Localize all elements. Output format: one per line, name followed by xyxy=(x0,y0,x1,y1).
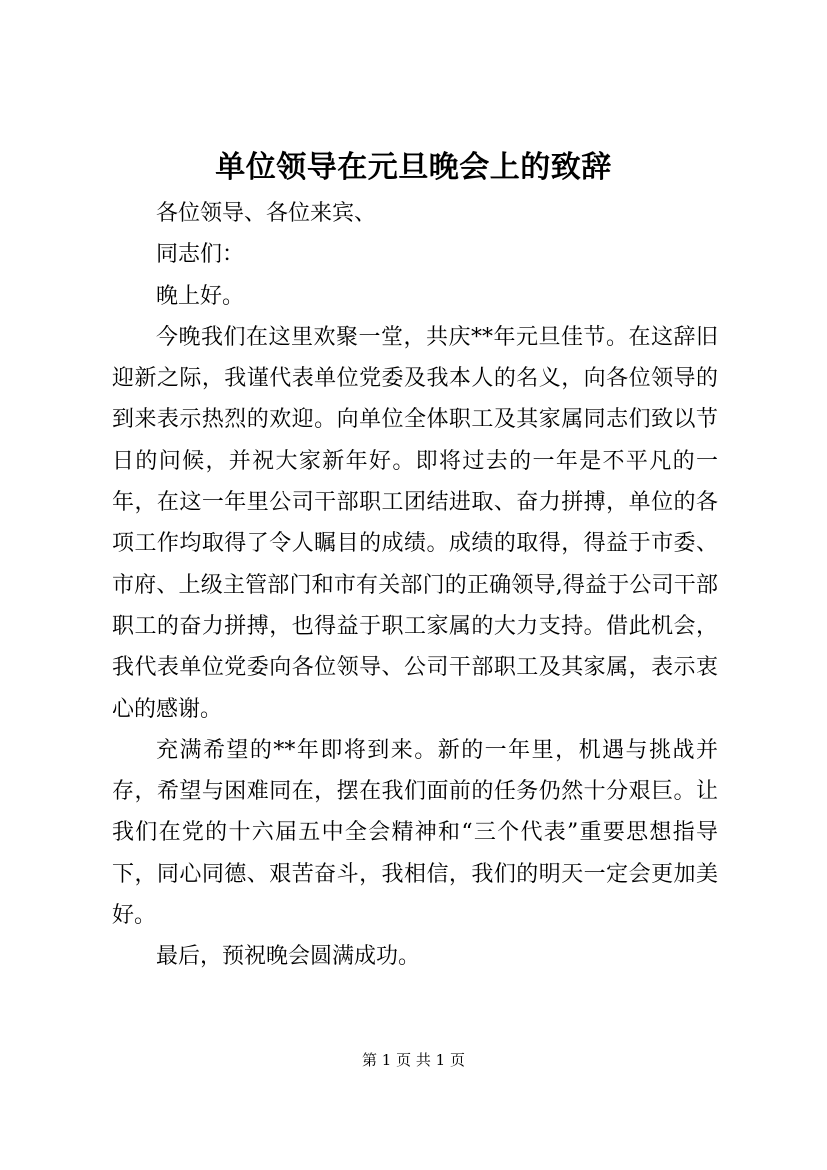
salutation-line: 各位领导、各位来宾、 xyxy=(156,201,377,226)
document-body xyxy=(112,193,718,978)
salutation-line: 同志们： xyxy=(156,242,245,268)
page-title: 单位领导在元旦晚会上的致辞 xyxy=(215,150,612,185)
greeting-line: 晚上好。 xyxy=(156,283,245,309)
body-paragraph: 充满希望的**年即将到来。新的一年里，机遇与挑战并存，希望与困难同在，摆在我们面前的任务仍然十分艰巨。让我们在党的十六届五中全会精神和“三个代表”重要思想指导下，同心同德、艰苦奋斗，我相信，我们的明天一定会更加美好。 xyxy=(112,737,718,929)
closing-paragraph: 最后，预祝晚会圆满成功。 xyxy=(156,944,421,970)
body-paragraph: 今晚我们在这里欢聚一堂，共庆**年元旦佳节。在这辞旧迎新之际，我谨代表单位党委及我本人的名义，向各位领导的到来表示热烈的欢迎。向单位全体职工及其家属同志们致以节日的问候，并祝大家新年好。即将过去的一年是不平凡的一年，在这一年里公司干部职工团结进取、奋力拼搏，单位的各项工作均取得了令人瞩目的成绩。成绩的取得，得益于市委、市府、上级主管部门和市有关部门的正确领导,得益于公司干部职工的奋力拼搏，也得益于职工家属的大力支持。借此机会，我代表单位党委向各位领导、公司干部职工及其家属，表示衷心的感谢。 xyxy=(112,324,718,722)
page-number-footer: 第 1 页 共 1 页 xyxy=(362,1051,465,1069)
